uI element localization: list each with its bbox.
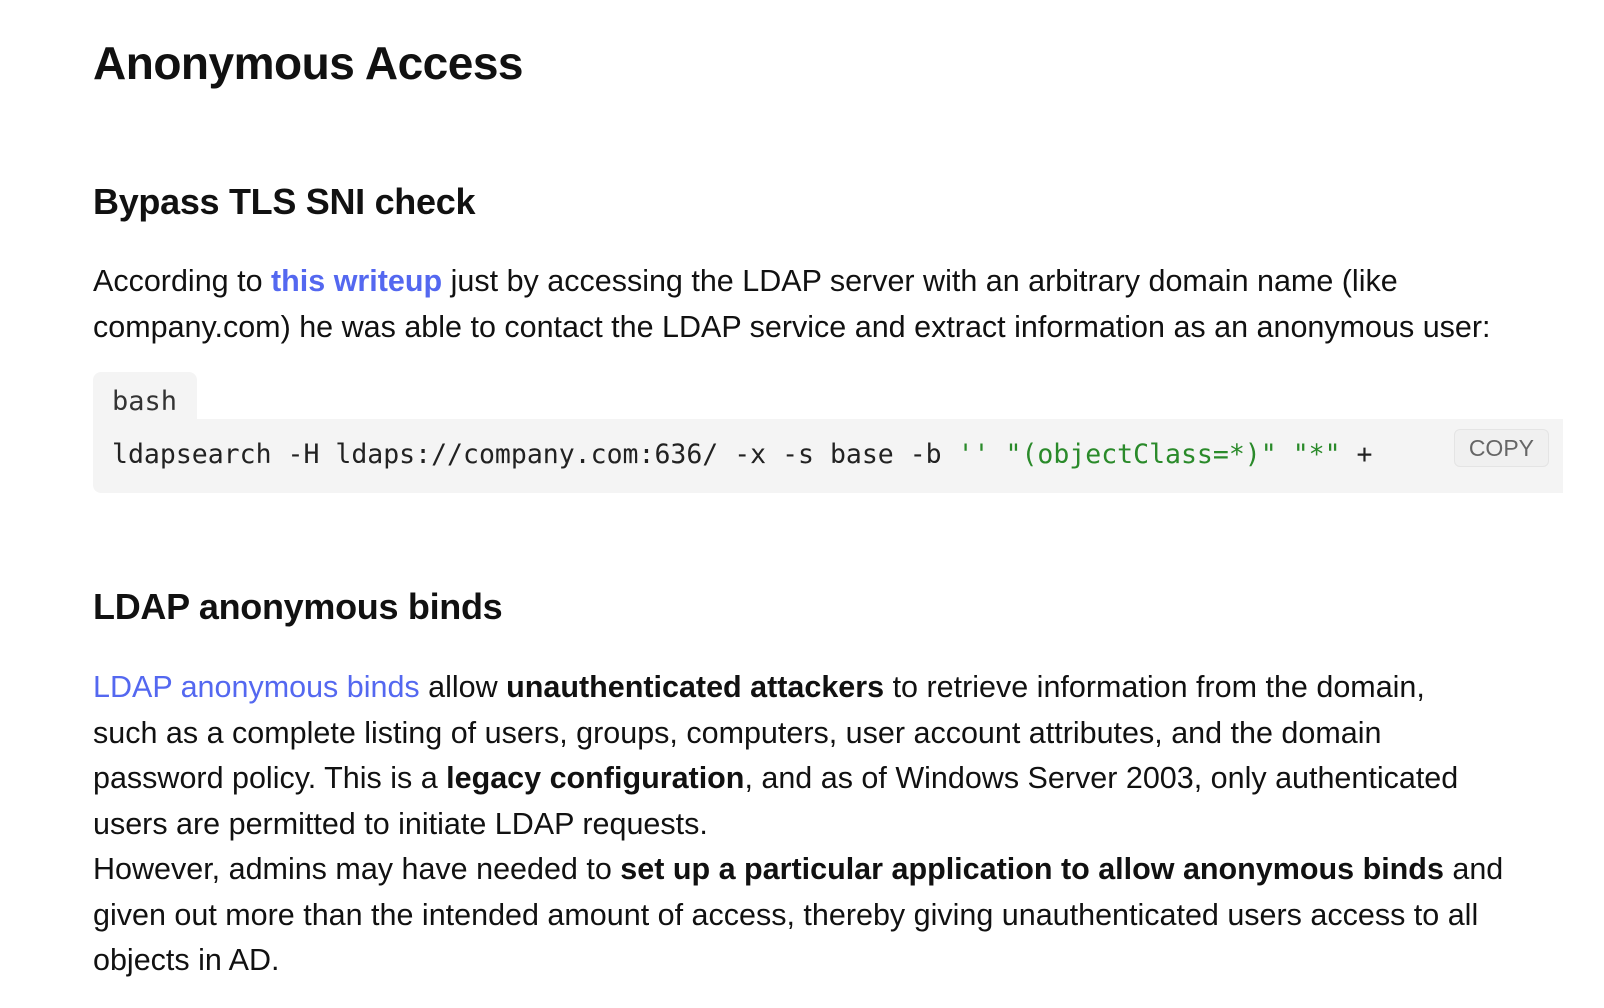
tls-prefix-text: According to xyxy=(93,264,272,298)
section-heading-ldap-anonymous-binds: LDAP anonymous binds xyxy=(93,586,503,627)
ldap-paragraph-line-5 xyxy=(93,847,1563,893)
ldap-bold-3: set up a particular application to allow anonymous binds xyxy=(620,852,1444,886)
ldap-paragraph-line-6: given out more than the intended amount of access, thereby giving unauthenticated users access to all xyxy=(93,897,1479,932)
code-string-attrs: "*" xyxy=(1292,439,1341,470)
tls-paragraph-line-2: company.com) he was able to contact the LDAP service and extract information as an anonymous user: xyxy=(93,309,1491,344)
ldap-text-3: password policy. This is a xyxy=(93,761,447,795)
writeup-link[interactable]: this writeup xyxy=(271,264,443,298)
ldap-bold-2: legacy configuration xyxy=(446,761,745,795)
code-command: ldapsearch -H ldaps://company.com:636/ -x -s base -b xyxy=(112,439,958,470)
ldap-paragraph xyxy=(93,665,1563,984)
ldap-anonymous-binds-link[interactable]: LDAP anonymous binds xyxy=(93,670,420,704)
tls-paragraph-line-1 xyxy=(93,259,1563,305)
ldap-text-6: and xyxy=(1443,852,1504,886)
code-string-filter: "(objectClass=*)" xyxy=(1005,439,1277,470)
ldap-paragraph-line-7: objects in AD. xyxy=(93,943,280,977)
ldap-text-2: to retrieve information from the domain, xyxy=(884,670,1425,704)
section-heading-bypass-tls: Bypass TLS SNI check xyxy=(93,181,476,222)
code-block xyxy=(93,419,1563,493)
ldap-text-5: However, admins may have needed to xyxy=(93,852,621,886)
ldap-paragraph-line-4: users are permitted to initiate LDAP requests. xyxy=(93,806,708,841)
tls-paragraph xyxy=(93,259,1563,350)
ldap-paragraph-line-1 xyxy=(93,665,1563,711)
code-tail: + xyxy=(1340,439,1373,470)
ldap-text-4: , and as of Windows Server 2003, only authenticated xyxy=(744,761,1459,795)
page-title: Anonymous Access xyxy=(93,37,523,89)
code-language-tab: bash xyxy=(93,372,197,422)
ldap-paragraph-line-2: such as a complete listing of users, groups, computers, user account attributes, and the domain xyxy=(93,715,1382,750)
ldap-text-1: allow xyxy=(419,670,507,704)
code-string-empty: '' xyxy=(957,439,990,470)
code-line xyxy=(112,439,1372,470)
ldap-paragraph-line-3 xyxy=(93,756,1563,802)
ldap-bold-1: unauthenticated attackers xyxy=(506,670,885,704)
copy-button[interactable]: COPY xyxy=(1454,429,1549,467)
tls-line1-suffix-text: just by accessing the LDAP server with an arbitrary domain name (like xyxy=(442,264,1398,298)
